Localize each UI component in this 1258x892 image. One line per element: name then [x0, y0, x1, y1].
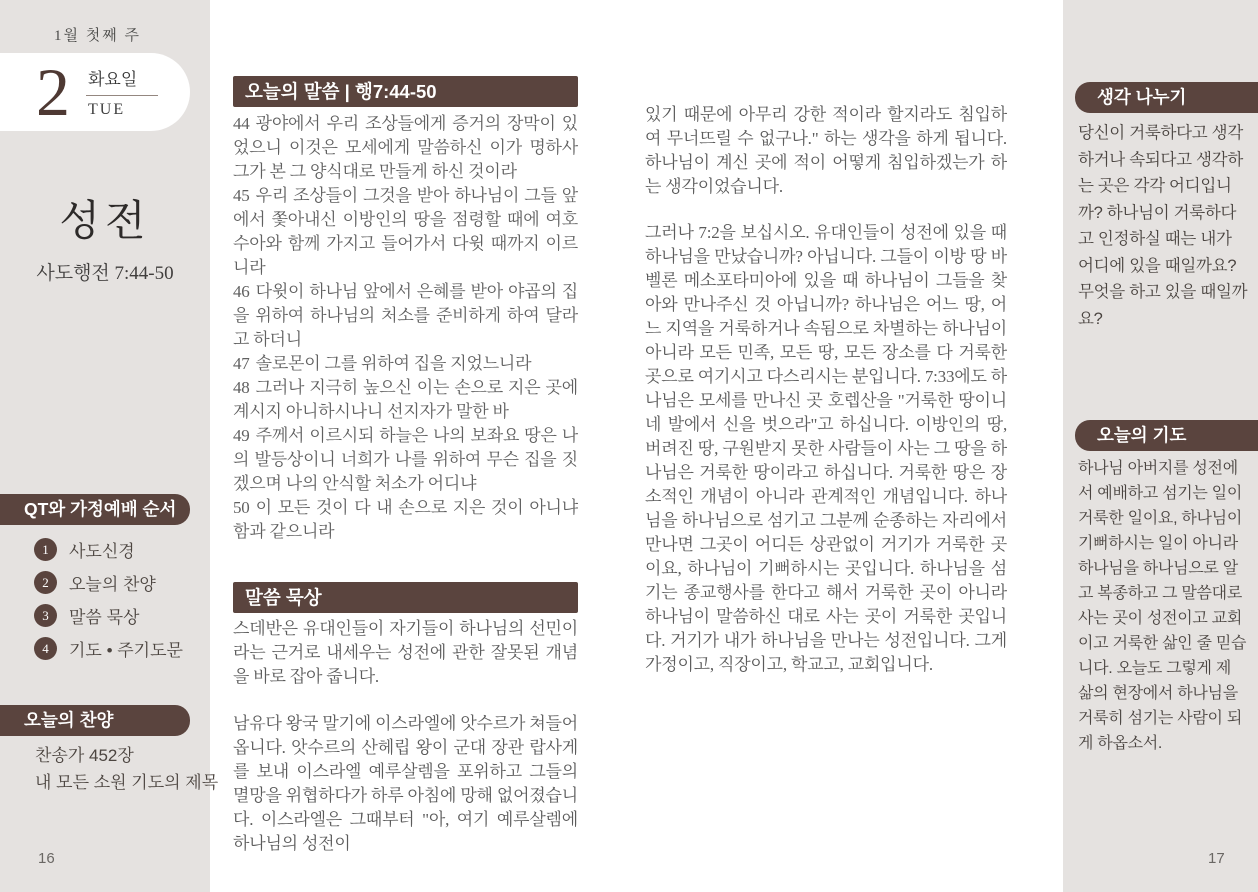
share-text: 당신이 거룩하다고 생각하거나 속되다고 생각하는 곳은 각각 어디입니까? 하나님이 거룩하다고 인정하실 때는 내가 어디에 있을 때일까요? 무엇을 하고 있을 때일까요? [1078, 124, 1248, 328]
verse: 50 이 모든 것이 다 내 손으로 지은 것이 아니냐 함과 같으니라 [233, 498, 578, 541]
scripture-verses [233, 112, 578, 544]
verse-number: 50 [233, 498, 250, 517]
verse: 49 주께서 이르시되 하늘은 나의 보좌요 땅은 나의 발등상이니 너희가 나를 위하여 무슨 집을 짓겠으며 나의 안식할 처소가 어디냐 [233, 426, 578, 493]
week-label: 1월 첫째 주 [54, 28, 141, 44]
qt-order-item [34, 637, 204, 660]
verse-number: 46 [233, 282, 250, 301]
qt-order-header-band: QT와 가정예배 순서 [0, 494, 190, 525]
share-header-band: 생각 나누기 [1075, 82, 1258, 113]
step-label: 오늘의 찬양 [69, 575, 156, 594]
verse-number: 48 [233, 378, 250, 397]
step-number-badge: 1 [34, 538, 57, 561]
praise-header-band: 오늘의 찬양 [0, 705, 190, 736]
meditation-paragraphs [233, 617, 578, 879]
qt-order-item [34, 604, 204, 627]
date-number: 2 [36, 54, 70, 130]
prayer-text: 하나님 아버지를 성전에서 예배하고 섬기는 일이 거룩한 일이요, 하나님이 기뻐하시는 일이 아니라 하나님을 하나님으로 알고 복종하고 그 말씀대로 사는 곳이 성전이고 교회이고 거룩한 삶인 줄 믿습니다. 오늘도 그렇게 제 삶의 현장에서 하나님을 거룩히 섬기는 사람이 되게 하옵소서. [1078, 460, 1247, 752]
verse-number: 44 [233, 114, 250, 133]
date-pill [0, 53, 190, 131]
qt-order-item [34, 538, 204, 561]
page-number-left: 16 [38, 850, 55, 867]
praise-line: 찬송가 452장 [35, 746, 134, 765]
prayer-header-band: 오늘의 기도 [1075, 420, 1258, 451]
verse: 44 광야에서 우리 조상들에게 증거의 장막이 있었으니 이것은 모세에게 말씀하신 이가 명하사 그가 본 그 양식대로 만들게 하신 것이라 [233, 114, 578, 181]
step-number-badge: 2 [34, 571, 57, 594]
verse-number: 45 [233, 186, 250, 205]
meditation-paragraph: 남유다 왕국 말기에 이스라엘에 앗수르가 쳐들어 옵니다. 앗수르의 산헤립 왕이 군대 장관 랍사게를 보내 이스라엘 예루살렘을 포위하고 그들의 멸망을 위협하다가 하루 아침에 망해 없어졌습니다. 이스라엘은 그때부터 "아, 여기 예루살렘에 하나님의 성전이 [233, 714, 578, 853]
qt-order-item [34, 571, 204, 594]
scripture-reference: 사도행전 7:44-50 [36, 263, 174, 284]
continuation-paragraph: 있기 때문에 아무리 강한 적이라 할지라도 침입하여 무너뜨릴 수 없구나." 하는 생각을 하게 됩니다. 하나님이 계신 곳에 적이 어떻게 침입하겠는가 하는 생각이었습니다. [645, 105, 1007, 196]
continuation-paragraph: 그러나 7:2을 보십시오. 유대인들이 성전에 있을 때 하나님을 만났습니까? 아닙니다. 그들이 이방 땅 바벨론 메소포타미아에 있을 때 하나님이 그들을 찾아와 만나주신 것 아닙니까? 하나님은 어느 땅, 어느 지역을 거룩하거나 속됨으로 차별하는 하나님이 아니라 모든 민족, 모든 땅, 모든 장소를 다 거룩한 곳으로 여기시고 다스리시는 분입니다. 7:33에도 하나님은 모세를 만나신 곳 호렙산을 "거룩한 땅이니 네 발에서 신을 벗으라"고 하십니다. 이방인의 땅, 버려진 땅, 구원받지 못한 사람들이 사는 그 땅을 하나님은 거룩한 땅이라고 하십니다. 거룩한 땅은 장소적인 개념이 아니라 관계적인 개념입니다. 하나님을 하나님으로 섬기고 그분께 순종하는 자리에서 만나면 그곳이 어디든 상관없이 거기가 거룩한 곳이요, 하나님이 기뻐하시는 곳입니다. 하나님을 섬기는 종교행사를 한다고 해서 거룩한 곳이 아니라 하나님이 말씀하신 대로 사는 곳이 거룩한 곳입니다. 거기가 내가 하나님을 만나는 성전입니다. 그게 가정이고, 직장이고, 학교고, 교회입니다. [645, 223, 1007, 674]
verse: 45 우리 조상들이 그것을 받아 하나님이 그들 앞에서 쫓아내신 이방인의 땅을 점령할 때에 여호수아와 함께 가지고 들어가서 다윗 때까지 이르니라 [233, 186, 578, 277]
day-block [86, 65, 158, 119]
verse: 47 솔로몬이 그를 위하여 집을 지었느니라 [233, 354, 532, 373]
page-number-right: 17 [1208, 850, 1225, 867]
praise-line: 내 모든 소원 기도의 제목 [35, 773, 219, 792]
qt-order-list [34, 538, 204, 670]
step-label: 기도 • 주기도문 [69, 641, 183, 660]
day-korean: 화요일 [86, 65, 158, 96]
page-title: 성전 [59, 199, 151, 245]
todays-word-header-band: 오늘의 말씀 | 행7:44-50 [233, 76, 578, 107]
step-label: 말씀 묵상 [69, 608, 140, 627]
continuation-paragraphs [645, 103, 1007, 699]
day-english: TUE [88, 101, 126, 118]
step-label: 사도신경 [69, 542, 135, 561]
step-number-badge: 3 [34, 604, 57, 627]
verse-number: 49 [233, 426, 250, 445]
praise-lines [35, 742, 218, 796]
verse: 48 그러나 지극히 높으신 이는 손으로 지은 곳에 계시지 아니하시나니 선지자가 말한 바 [233, 378, 578, 421]
meditation-paragraph: 스데반은 유대인들이 자기들이 하나님의 선민이라는 근거로 내세우는 성전에 관한 잘못된 개념을 바로 잡아 줍니다. [233, 619, 578, 686]
meditation-header-band: 말씀 묵상 [233, 582, 578, 613]
verse-number: 47 [233, 354, 250, 373]
step-number-badge: 4 [34, 637, 57, 660]
verse: 46 다윗이 하나님 앞에서 은혜를 받아 야곱의 집을 위하여 하나님의 처소를 준비하게 하여 달라고 하더니 [233, 282, 578, 349]
